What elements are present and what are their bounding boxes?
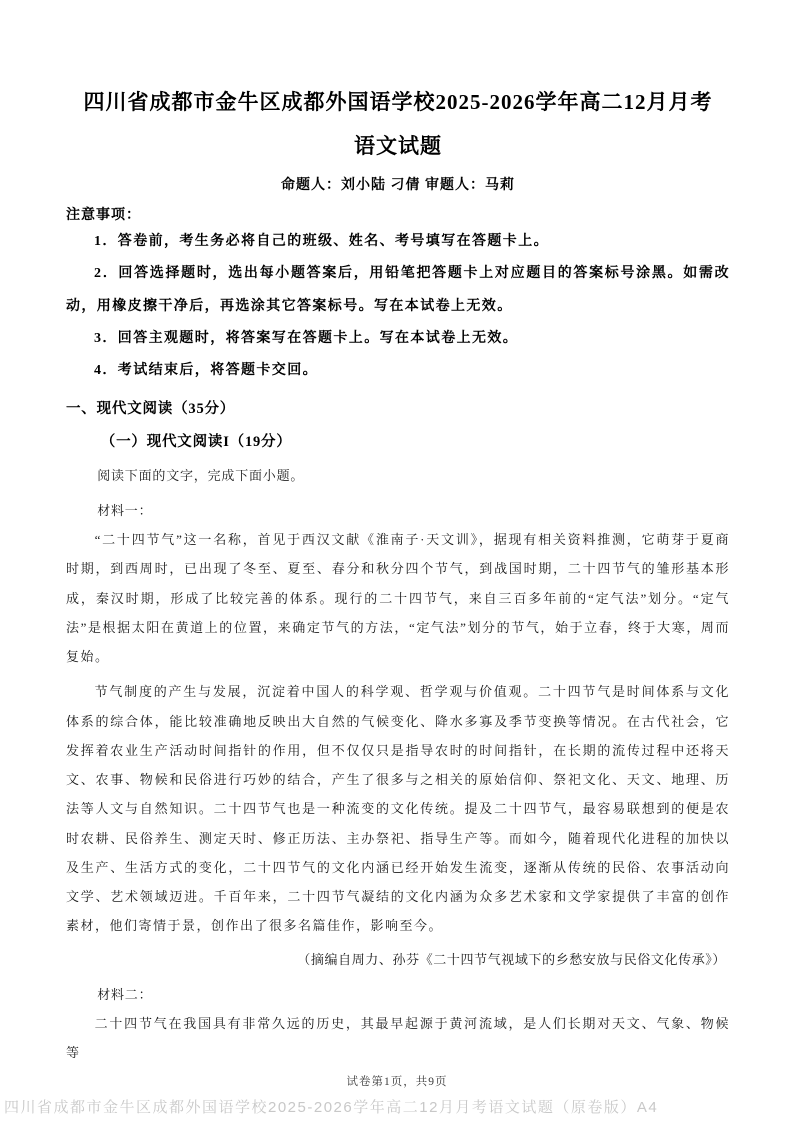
material-1-paragraph-1: “二十四节气”这一名称，首见于西汉文献《淮南子·天文训》，据现有相关资料推测，它萌芽于夏商时期，到西周时，已出现了冬至、夏至、春分和秋分四个节气，到战国时期，二十四节气的雏形基本形成，秦汉时期，形成了比较完善的体系。现行的二十四节气，来自三百多年前的“定气法”划分。“定气法”是根据太阳在黄道上的位置，来确定节气的方法，“定气法”划分的节气，始于立春，终于大寒，周而复始。 — [66, 532, 730, 665]
reading-instruction: 阅读下面的文字，完成下面小题。 — [97, 468, 305, 484]
material-1-label: 材料一： — [97, 503, 153, 519]
material-1-source-attribution: （摘编自周力、孙芬《二十四节气视域下的乡愁安放与民俗文化传承》） — [297, 951, 726, 967]
authors-line: 命题人：刘小陆 刁倩 审题人：马莉 — [281, 178, 515, 194]
material-2-label: 材料二： — [97, 986, 153, 1002]
material-2-paragraph-1: 二十四节气在我国具有非常久远的历史，其最早起源于黄河流域，是人们长期对天文、气象、物候等 — [66, 1015, 730, 1060]
notice-item-4: 4．考试结束后，将答题卡交回。 — [94, 362, 318, 378]
section-heading-modern-reading: 一、现代文阅读（35分） — [66, 401, 236, 418]
notice-item-1: 1．答卷前，考生务必将自己的班级、姓名、考号填写在答题卡上。 — [94, 234, 549, 250]
document-filename-watermark: 四川省成都市金牛区成都外国语学校2025-2026学年高二12月月考语文试题（原卷版）A4 — [4, 1099, 659, 1116]
notice-heading: 注意事项： — [66, 208, 141, 224]
page-title: 四川省成都市金牛区成都外国语学校2025-2026学年高二12月月考语文试题 — [83, 90, 713, 159]
material-1-paragraph-2: 节气制度的产生与发展，沉淀着中国人的科学观、哲学观与价值观。二十四节气是时间体系与文化体系的综合体，能比较准确地反映出大自然的气候变化、降水多寡及季节变换等情况。在古代社会，它发挥着农业生产活动时间指针的作用，但不仅仅只是指导农时的时间指针，在长期的流传过程中还将天文、农事、物候和民俗进行巧妙的结合，产生了很多与之相关的原始信仰、祭祀文化、天文、地理、历法等人文与自然知识。二十四节气也是一种流变的文化传统。提及二十四节气，最容易联想到的便是农时农耕、民俗养生、测定天时、修正历法、主办祭祀、指导生产等。而如今，随着现代化进程的加快以及生产、生活方式的变化，二十四节气的文化内涵已经开始发生流变，逐渐从传统的民俗、农事活动向文学、艺术领域迈进。千百年来，二十四节气凝结的文化内涵为众多艺术家和文学家提供了丰富的创作素材，他们寄情于景，创作出了很多名篇佳作，影响至今。 — [66, 684, 730, 934]
notice-item-2: 2．回答选择题时，选出每小题答案后，用铅笔把答题卡上对应题目的答案标号涂黑。如需改动，用橡皮擦干净后，再选涂其它答案标号。写在本试卷上无效。 — [66, 266, 730, 314]
page-number-footer: 试卷第1页，共9页 — [346, 1076, 448, 1088]
notice-item-3: 3．回答主观题时，将答案写在答题卡上。写在本试卷上无效。 — [94, 330, 519, 346]
subsection-heading-modern-reading-1: （一）现代文阅读I（19分） — [100, 434, 292, 451]
